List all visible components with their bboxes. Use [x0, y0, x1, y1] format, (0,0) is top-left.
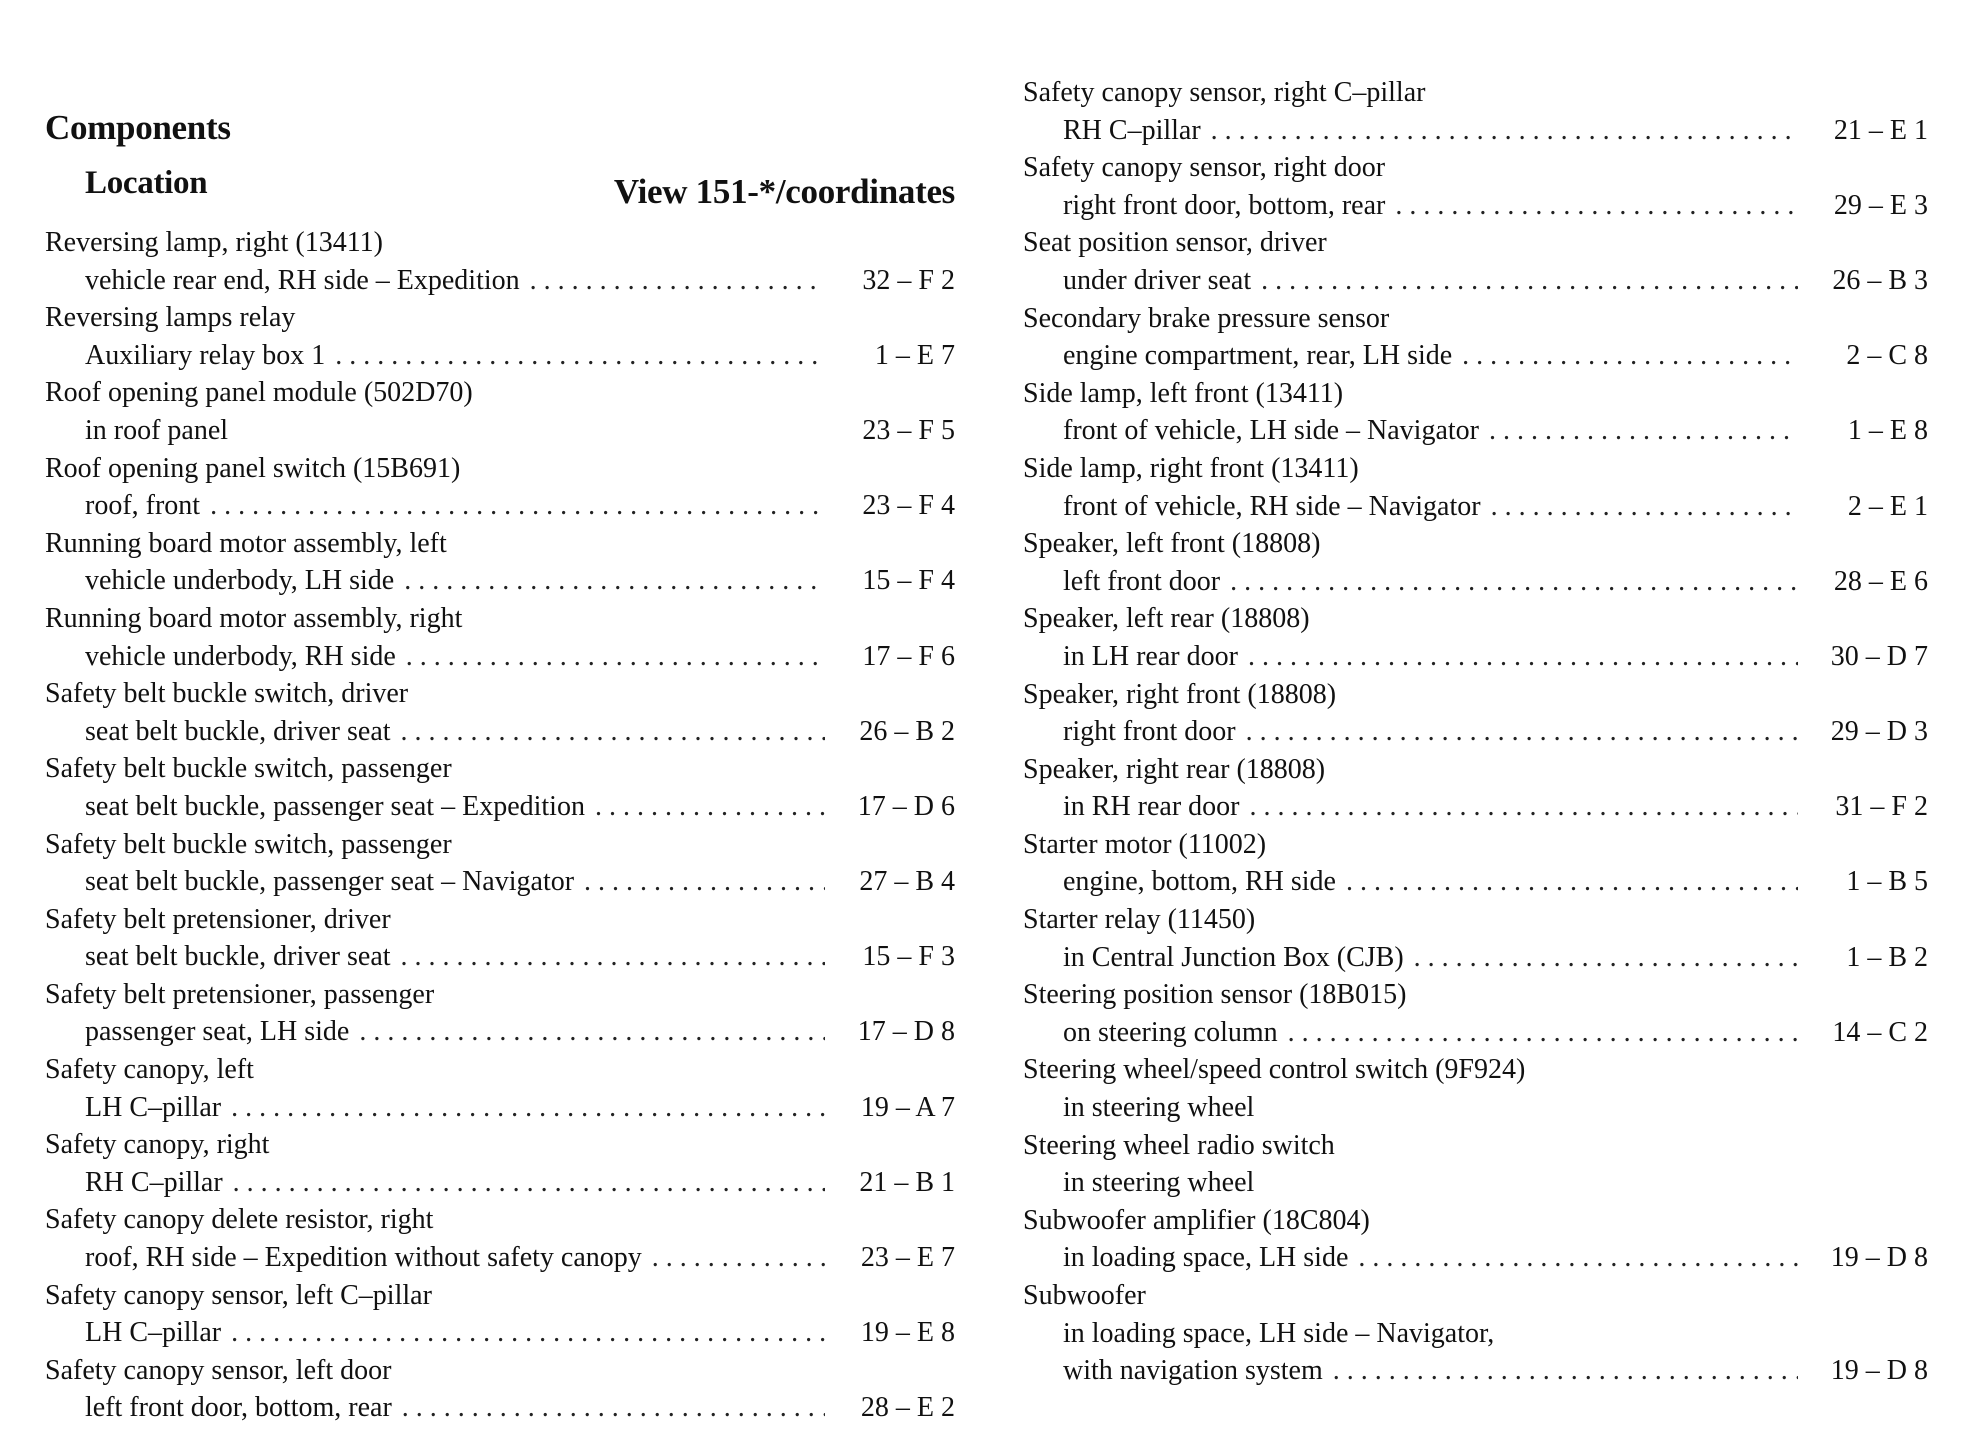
component-location-row — [1023, 1164, 1928, 1202]
component-name: Steering position sensor (18B015) — [1023, 979, 1407, 1011]
dot-leader — [1491, 488, 1798, 526]
component-location-row — [45, 487, 955, 525]
view-coordinate: 19 – D 8 — [1830, 1355, 1928, 1387]
component-name: Speaker, left rear (18808) — [1023, 603, 1310, 635]
component-location-row — [45, 337, 955, 375]
component-location-row — [45, 863, 955, 901]
component-entry — [1023, 1202, 1928, 1277]
component-location-row — [1023, 788, 1928, 826]
view-coordinate: 1 – E 7 — [874, 339, 955, 371]
component-name: Reversing lamps relay — [45, 302, 296, 334]
component-entry — [1023, 600, 1928, 675]
dot-leader — [595, 788, 825, 826]
component-entry — [45, 1201, 955, 1276]
view-coordinate: 17 – D 8 — [857, 1016, 955, 1048]
component-list-right — [1023, 74, 1928, 1390]
component-location: left front door — [1063, 565, 1221, 597]
component-location: passenger seat, LH side — [85, 1016, 350, 1048]
view-coordinate: 23 – F 4 — [862, 490, 955, 522]
view-coordinate: 15 – F 4 — [862, 565, 955, 597]
component-location: seat belt buckle, driver seat — [85, 715, 391, 747]
component-location-row — [1023, 412, 1928, 450]
component-location-row — [1023, 563, 1928, 601]
component-location: in loading space, LH side – Navigator, — [1063, 1317, 1495, 1349]
component-location: RH C–pillar — [1063, 114, 1201, 146]
component-name: Safety canopy delete resistor, right — [45, 1204, 434, 1236]
component-entry — [45, 675, 955, 750]
component-name: Running board motor assembly, left — [45, 527, 447, 559]
dot-leader — [1333, 1352, 1798, 1390]
view-coordinate: 17 – F 6 — [862, 640, 955, 672]
component-location-row — [45, 562, 955, 600]
component-entry — [45, 600, 955, 675]
dot-leader — [1288, 1014, 1798, 1052]
component-name: Steering wheel/speed control switch (9F924) — [1023, 1054, 1526, 1086]
dot-leader — [1462, 337, 1798, 375]
dot-leader — [530, 262, 825, 300]
component-entry — [45, 750, 955, 825]
component-entry — [45, 374, 955, 449]
dot-leader — [406, 638, 825, 676]
component-name: Reversing lamp, right (13411) — [45, 227, 384, 258]
component-name: Speaker, right rear (18808) — [1023, 753, 1326, 785]
dot-leader — [584, 863, 825, 901]
dot-leader — [1414, 939, 1798, 977]
dot-leader — [652, 1239, 825, 1277]
component-location: under driver seat — [1063, 264, 1252, 296]
view-coordinate: 30 – D 7 — [1830, 640, 1928, 672]
component-location-row — [1023, 187, 1928, 225]
component-entry — [45, 299, 955, 374]
view-coordinates-column-header: View 151-*/coordinates — [613, 172, 955, 211]
view-coordinate: 29 – E 3 — [1833, 189, 1928, 221]
component-name: Steering wheel radio switch — [1023, 1129, 1335, 1161]
component-location-row — [1023, 337, 1928, 375]
component-entry — [1023, 826, 1928, 901]
dot-leader — [401, 713, 825, 751]
view-coordinate: 21 – B 1 — [859, 1166, 955, 1198]
component-location: engine compartment, rear, LH side — [1063, 340, 1453, 372]
component-location: seat belt buckle, passenger seat – Navigator — [85, 866, 575, 898]
view-coordinate: 31 – F 2 — [1835, 791, 1928, 823]
dot-leader — [1261, 262, 1798, 300]
component-entry — [45, 826, 955, 901]
component-entry — [1023, 525, 1928, 600]
view-coordinate: 26 – B 2 — [859, 715, 955, 747]
view-coordinate: 27 – B 4 — [859, 866, 955, 898]
dot-leader — [231, 1089, 825, 1127]
component-name: Safety belt buckle switch, passenger — [45, 753, 452, 785]
component-entry — [45, 1352, 955, 1427]
component-location-row — [1023, 1315, 1928, 1353]
component-entry — [45, 1051, 955, 1126]
component-list-left — [45, 224, 955, 1427]
view-coordinate: 17 – D 6 — [857, 790, 955, 822]
component-entry — [45, 1277, 955, 1352]
component-location: RH C–pillar — [85, 1166, 223, 1198]
dot-leader — [335, 337, 825, 375]
component-location-row — [1023, 488, 1928, 526]
component-location-row — [1023, 638, 1928, 676]
component-location-row — [45, 938, 955, 976]
component-location-row — [45, 638, 955, 676]
component-name: Starter relay (11450) — [1023, 904, 1256, 936]
component-location-row — [45, 1013, 955, 1051]
component-name: Safety belt buckle switch, driver — [45, 678, 409, 710]
view-coordinate: 29 – D 3 — [1830, 716, 1928, 748]
view-coordinate: 28 – E 2 — [860, 1392, 955, 1424]
view-coordinate: 19 – D 8 — [1830, 1242, 1928, 1274]
component-location: in loading space, LH side — [1063, 1242, 1349, 1274]
view-coordinate: 2 – C 8 — [1846, 340, 1928, 372]
component-location: Auxiliary relay box 1 — [85, 339, 326, 371]
component-entry — [45, 901, 955, 976]
component-location-row — [45, 262, 955, 300]
dot-leader — [359, 1013, 825, 1051]
component-name: Speaker, left front (18808) — [1023, 528, 1321, 560]
component-entry — [1023, 751, 1928, 826]
component-entry — [1023, 976, 1928, 1051]
component-location: roof, RH side – Expedition without safety canopy — [85, 1242, 642, 1274]
view-coordinate: 14 – C 2 — [1832, 1016, 1928, 1048]
component-name: Safety belt pretensioner, passenger — [45, 978, 435, 1010]
component-name: Safety canopy sensor, left door — [45, 1354, 392, 1386]
component-name: Starter motor (11002) — [1023, 828, 1267, 860]
component-location: in steering wheel — [1063, 1092, 1255, 1124]
dot-leader — [231, 1314, 825, 1352]
dot-leader — [1358, 1239, 1798, 1277]
component-location-row — [1023, 1352, 1928, 1390]
component-entry — [1023, 901, 1928, 976]
component-location: seat belt buckle, passenger seat – Expedition — [85, 790, 585, 822]
component-location: in steering wheel — [1063, 1167, 1255, 1199]
component-name: Roof opening panel switch (15B691) — [45, 452, 461, 484]
component-location: LH C–pillar — [85, 1317, 222, 1349]
component-entry — [1023, 74, 1928, 149]
component-name: Roof opening panel module (502D70) — [45, 377, 473, 409]
component-entry — [45, 224, 955, 299]
dot-leader — [1211, 112, 1798, 150]
component-location-row — [45, 713, 955, 751]
view-coordinate: 23 – E 7 — [860, 1242, 955, 1274]
component-location: right front door, bottom, rear — [1063, 189, 1386, 221]
dot-leader — [1250, 788, 1798, 826]
component-location: front of vehicle, RH side – Navigator — [1063, 490, 1481, 522]
component-location: seat belt buckle, driver seat — [85, 941, 391, 973]
dot-leader — [1230, 563, 1798, 601]
component-name: Safety belt buckle switch, passenger — [45, 828, 452, 860]
dot-leader — [1395, 187, 1798, 225]
component-location-row — [1023, 1089, 1928, 1127]
component-name: Side lamp, left front (13411) — [1023, 377, 1344, 409]
component-entry — [45, 976, 955, 1051]
component-location: in Central Junction Box (CJB) — [1063, 941, 1404, 973]
component-location-row — [45, 1239, 955, 1277]
component-entry — [45, 525, 955, 600]
dot-leader — [1246, 713, 1798, 751]
component-location-row — [1023, 713, 1928, 751]
view-coordinate: 2 – E 1 — [1847, 490, 1928, 522]
view-coordinate: 19 – E 8 — [860, 1317, 955, 1349]
component-location-row — [45, 1314, 955, 1352]
component-location: with navigation system — [1063, 1355, 1323, 1387]
view-coordinate: 1 – B 2 — [1846, 941, 1928, 973]
component-location: roof, front — [85, 490, 201, 522]
view-coordinate: 1 – B 5 — [1846, 866, 1928, 898]
component-entry — [1023, 450, 1928, 525]
component-name: Seat position sensor, driver — [1023, 227, 1327, 259]
component-location-row — [1023, 262, 1928, 300]
component-name: Subwoofer — [1023, 1280, 1146, 1311]
component-entry — [1023, 676, 1928, 751]
component-location: front of vehicle, LH side – Navigator — [1063, 415, 1479, 447]
component-location: vehicle rear end, RH side – Expedition — [85, 264, 520, 296]
component-location: in LH rear door — [1063, 640, 1238, 672]
component-location: engine, bottom, RH side — [1063, 866, 1336, 898]
component-location-row — [45, 412, 955, 450]
component-location-row — [1023, 1239, 1928, 1277]
component-entry — [1023, 375, 1928, 450]
component-location-row — [45, 788, 955, 826]
dot-leader — [404, 562, 825, 600]
component-name: Safety canopy, left — [45, 1054, 254, 1086]
dot-leader — [401, 938, 825, 976]
component-name: Safety canopy sensor, right C–pillar — [1023, 77, 1426, 108]
component-location: on steering column — [1063, 1016, 1278, 1048]
component-name: Safety canopy sensor, left C–pillar — [45, 1279, 432, 1311]
dot-leader — [402, 1389, 825, 1427]
component-name: Safety belt pretensioner, driver — [45, 903, 391, 935]
section-title: Components — [45, 108, 231, 147]
component-location-row — [1023, 939, 1928, 977]
view-coordinate: 32 – F 2 — [862, 264, 955, 296]
dot-leader — [233, 1164, 825, 1202]
dot-leader — [1489, 412, 1798, 450]
component-entry — [1023, 1277, 1928, 1390]
component-name: Safety canopy, right — [45, 1129, 270, 1161]
component-name: Safety canopy sensor, right door — [1023, 152, 1386, 184]
component-location: LH C–pillar — [85, 1091, 222, 1123]
component-location: vehicle underbody, LH side — [85, 565, 395, 597]
component-name: Subwoofer amplifier (18C804) — [1023, 1204, 1370, 1236]
view-coordinate: 21 – E 1 — [1833, 114, 1928, 146]
view-coordinate: 26 – B 3 — [1832, 264, 1928, 296]
component-location: in roof panel — [85, 414, 229, 446]
component-entry — [1023, 1127, 1928, 1202]
component-location: in RH rear door — [1063, 791, 1240, 823]
component-location: right front door — [1063, 716, 1236, 748]
view-coordinate: 19 – A 7 — [860, 1091, 955, 1123]
component-entry — [1023, 300, 1928, 375]
view-coordinate: 23 – F 5 — [862, 414, 955, 446]
component-name: Side lamp, right front (13411) — [1023, 452, 1359, 484]
component-entry — [45, 1126, 955, 1201]
view-coordinate: 1 – E 8 — [1847, 415, 1928, 447]
component-location-row — [45, 1389, 955, 1427]
component-location-row — [1023, 863, 1928, 901]
component-name: Secondary brake pressure sensor — [1023, 302, 1390, 334]
component-entry — [1023, 1051, 1928, 1126]
dot-leader — [210, 487, 825, 525]
view-coordinate: 15 – F 3 — [862, 941, 955, 973]
component-location-row — [45, 1089, 955, 1127]
component-location: left front door, bottom, rear — [85, 1392, 392, 1424]
component-entry — [45, 450, 955, 525]
component-entry — [1023, 224, 1928, 299]
dot-leader — [1248, 638, 1798, 676]
component-location-row — [1023, 1014, 1928, 1052]
location-column-header: Location — [85, 165, 208, 201]
component-location-row — [45, 1164, 955, 1202]
component-location-row — [1023, 112, 1928, 150]
view-coordinate: 28 – E 6 — [1833, 565, 1928, 597]
component-name: Speaker, right front (18808) — [1023, 678, 1337, 710]
component-entry — [1023, 149, 1928, 224]
dot-leader — [1346, 863, 1798, 901]
component-location: vehicle underbody, RH side — [85, 640, 396, 672]
component-name: Running board motor assembly, right — [45, 602, 463, 634]
